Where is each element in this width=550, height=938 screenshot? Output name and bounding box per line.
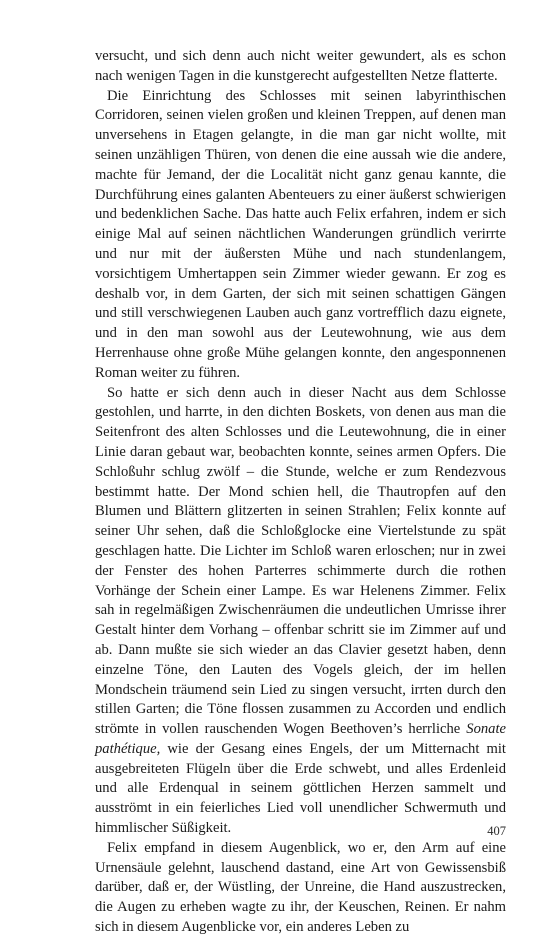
paragraph-3-text-a: So hatte er sich denn auch in dieser Nacht aus dem Schlosse gestohlen, und harrte, in den dichten Boskets, von denen aus man die Seitenfront des alten Schlosses und die Leutewohnung, die in einer Linie daran gebaut war, beobachten konnte, seines armen Opfers. Die Schloßuhr schlug zwölf – die Stunde, welche er zum Rendezvous bestimmt hatte. Der Mond schien hell, die Thautropfen auf den Blumen und Blättern glitzerten in seinen Strahlen; Felix konnte auf seiner Uhr sehen, daß die Schloßglocke eine Viertelstunde zu spät geschlagen hatte. Die Lichter im Schloß waren erloschen; nur in zwei der Fenster des hohen Parterres schimmerte durch die rothen Vorhänge der Schein einer Lampe. Es war Helenens Zimmer. Felix sah in regelmäßigen Zwischenräumen die undeutlichen Umrisse ihrer Gestalt hinter dem Vorhang – offenbar schritt sie im Zimmer auf und ab. Dann mußte sie sich wieder an das Clavier gesetzt haben, denn einzelne Töne, den Lauten des Vogels gleich, der im hellen Mondschein träumend sein Lied zu singen versucht, irrten durch den stillen Garten; die Töne flossen zusammen zu Accorden und endlich strömte in vollen rauschenden Wogen Beethoven’s herrliche (95, 384, 506, 738)
paragraph-3 (95, 384, 506, 839)
sonata-title: Sonate pathétique, (95, 721, 506, 757)
paragraph-1-text: versucht, und sich denn auch nicht weiter gewundert, als es schon nach wenigen Tagen in die kunstgerecht aufgestellten Netze flatterte. (95, 48, 506, 84)
paragraph-4-text: Felix empfand in diesem Augenblick, wo er, den Arm auf eine Urnensäule gelehnt, lauschend dastand, eine Art von Gewissensbiß darüber, daß er, der Wüstling, der Unreine, die Hand auszustrecken, die Augen zu erheben wagte zu ihr, der Keuschen, Reinen. Er nahm sich in diesem Augenblicke vor, ein anderes Leben zu (95, 839, 506, 936)
paragraph-1 (95, 47, 506, 87)
paragraph-2-text: Die Einrichtung des Schlosses mit seinen labyrinthischen Corridoren, seinen vielen großen und kleinen Treppen, auf denen man unversehens in Etagen gelangte, in die man gar nicht wollte, mit seinen unzähligen Thüren, von denen die eine aussah wie die andere, machte für Jemand, der die Localität nicht ganz genau kannte, die Durchführung eines galanten Abenteuers zu einer äußerst schwierigen und bedenklichen Sache. Das hatte auch Felix erfahren, indem er sich einige Mal auf seinen nächtlichen Wanderungen gründlich verirrte und nur mit der äußersten Mühe und nach stundenlangem, vorsichtigem Umhertappen sein Zimmer wieder gewann. Er zog es deshalb vor, in dem Garten, der sich mit seinen schattigen Gängen und still verschwiegenen Lauben auch ganz vortrefflich dazu eignete, und in den man sowohl aus der Leutewohnung, wie aus dem Herrenhause ohne große Mühe gelangen konnte, den angesponnenen Roman weiter zu führen. (95, 87, 506, 381)
paragraph-2 (95, 87, 506, 384)
body-text (95, 47, 506, 938)
page-number: 407 (487, 824, 506, 838)
paragraph-4 (95, 839, 506, 938)
paragraph-3-text-b: wie der Gesang eines Engels, der um Mitternacht mit ausgebreiteten Flügeln über die Erde schwebt, und alles Erdenleid und alle Erdenqual in seinem göttlichen Herzen sammelt und ausströmt in ein feierliches Lied voll unendlicher Schwermuth und himmlischer Süßigkeit. (95, 740, 506, 837)
